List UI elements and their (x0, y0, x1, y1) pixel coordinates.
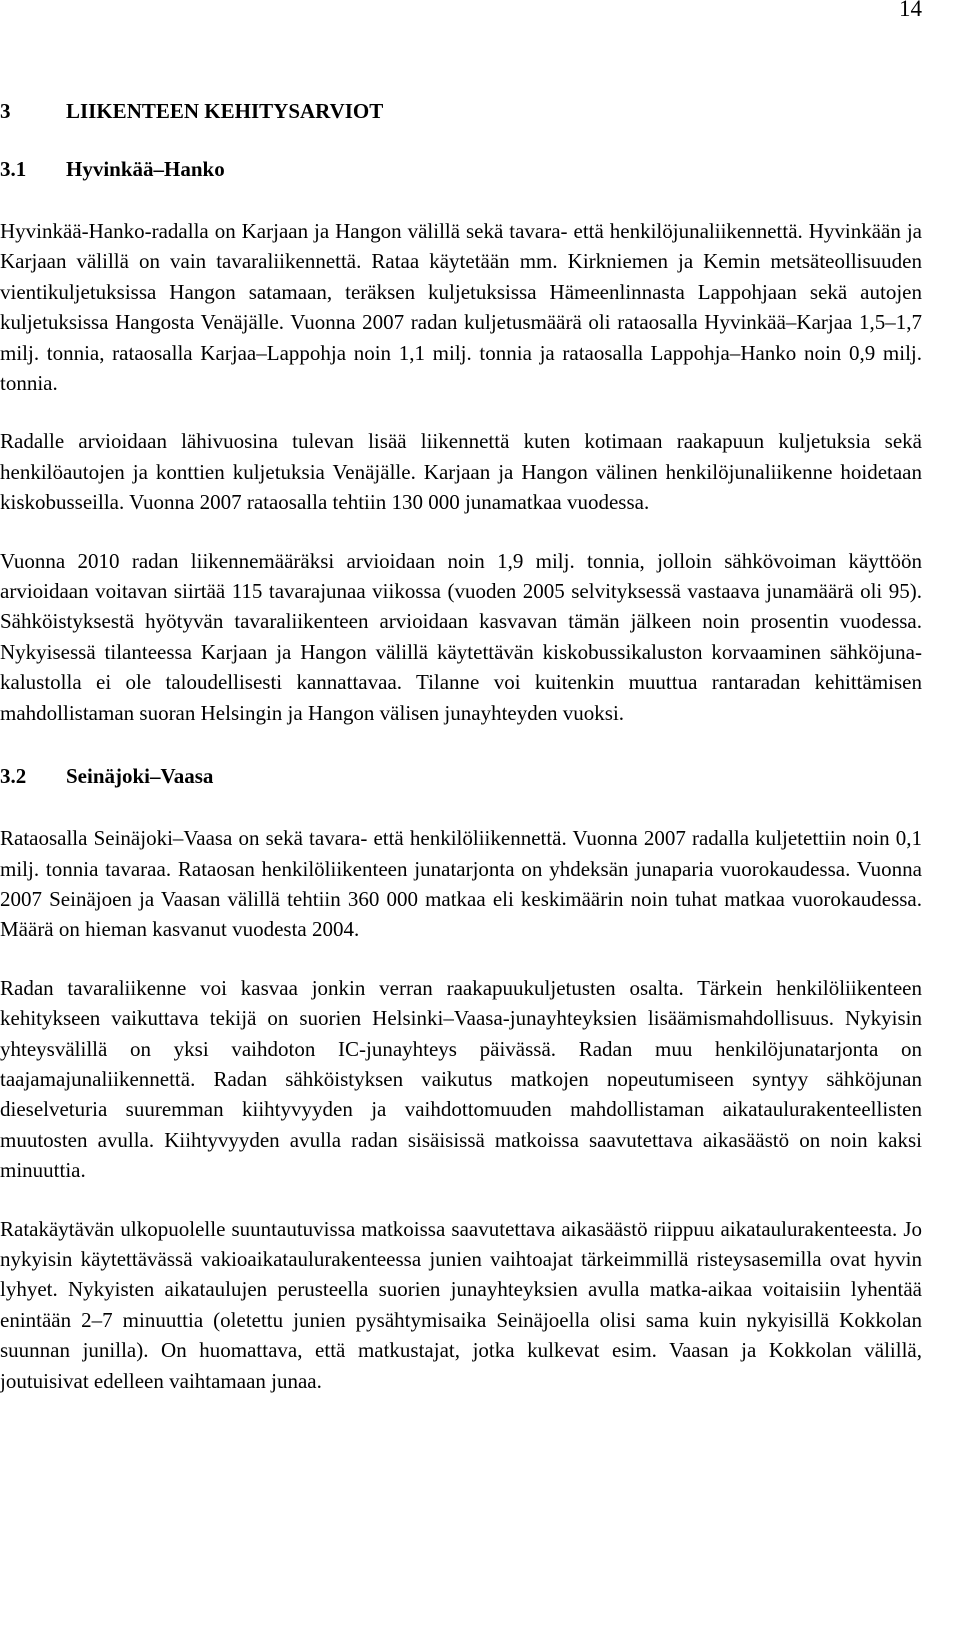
section-3-1-number: 3.1 (0, 157, 27, 181)
section-3-1-title: Hyvinkää–Hanko (66, 157, 225, 181)
paragraph-3-1-b: Radalle arvioidaan lähivuosina tulevan lisää liikennettä kuten kotimaan raakapuun kuljetuksia sekä henkilöautojen ja konttien kuljetuksia Venäjälle. Karjaan ja Hangon välinen henkilöjunaliikenne hoidetaan kiskobusseilla. Vuonna 2007 rataosalla tehtiin 130 000 junamatkaa vuodessa. (0, 429, 922, 515)
document-body (0, 96, 922, 1424)
section-3-1-heading (0, 154, 922, 184)
paragraph-3-2-a: Rataosalla Seinäjoki–Vaasa on sekä tavara- että henkilöliikennettä. Vuonna 2007 radalla kuljetettiin noin 0,1 milj. tonnia tavaraa. Rataosan henkilöliikenteen junatarjonta on yhdeksän junaparia vuorokaudessa. Vuonna 2007 Seinäjoen ja Vaasan välillä tehtiin 360 000 matkaa eli keskimäärin noin tuhat matkaa vuorokaudessa. Määrä on hieman kasvanut vuodesta 2004. (0, 826, 922, 942)
section-3-2-heading (0, 761, 922, 791)
section-3-heading (0, 96, 922, 126)
paragraph-3-1-c: Vuonna 2010 radan liikennemääräksi arvioidaan noin 1,9 milj. tonnia, jolloin sähkövoiman käyttöön arvioidaan voitavan siirtää 115 tavarajunaa viikossa (vuoden 2005 selvityksessä vastaava junamäärä oli 95). Sähköistyksestä hyötyvän tavaraliikenteen arvioidaan kasvavan tämän jälkeen noin prosentin vuodessa. Nykyisessä tilanteessa Karjaan ja Hangon välillä käytettävän kiskobussikaluston korvaaminen sähköjunakalustolla ei ole taloudellisesti kannattavaa. Tilanne voi kuitenkin muuttua rantaradan kehittämisen mahdollistaman suoran Helsingin ja Hangon välisen junayhteyden vuoksi. (0, 548, 922, 725)
section-3-title: LIIKENTEEN KEHITYSARVIOT (66, 99, 384, 123)
page-number: 14 (899, 0, 922, 21)
section-3-number: 3 (0, 99, 11, 123)
paragraph-3-2-b: Radan tavaraliikenne voi kasvaa jonkin verran raakapuukuljetusten osalta. Tärkein henkilöliikenteen kehitykseen vaikuttava tekijä on suorien Helsinki–Vaasa-junayhteyksien lisäämismahdollisuus. Nykyisin yhteysvälillä on yksi vaihdoton IC-junayhteys päivässä. Radan muu henkilöjunatarjonta on taajamajunaliikennettä. Radan sähköistyksen vaikutus matkojen nopeutumiseen syntyy sähköjunan dieselveturia suuremman kiihtyvyyden ja vaihdottomuuden mahdollistaman aikataulurakenteellisten muutosten avulla. Kiihtyvyyden avulla radan sisäisissä matkoissa saavutettava aikasäästö on noin kaksi minuuttia. (0, 975, 922, 1183)
section-3-2-number: 3.2 (0, 764, 27, 789)
paragraph-3-2-c: Ratakäytävän ulkopuolelle suuntautuvissa matkoissa saavutettava aikasäästö riippuu aikataulurakenteesta. Jo nykyisin käytettävässä vakioaikataulurakenteessa junien vaihtoajat tärkeimmillä risteysasemilla ovat hyvin lyhyet. Nykyisten aikataulujen perusteella suorien junayhteyksien avulla matka-aikaa voitaisiin lyhentää enintään 2–7 minuuttia (oletettu junien pysähtymisaika Seinäjoella olisi sama kuin nykyisillä Kokkolan suunnan junilla). On huomattava, että matkustajat, jotka kulkevat esim. Vaasan ja Kokkolan välillä, joutuisivat edelleen vaihtamaan junaa. (0, 1216, 922, 1393)
section-3-2-title: Seinäjoki–Vaasa (66, 764, 214, 789)
paragraph-3-1-a: Hyvinkää-Hanko-radalla on Karjaan ja Hangon välillä sekä tavara- että henkilöjunaliikennettä. Hyvinkään ja Karjaan välillä on vain tavaraliikennettä. Rataa käytetään mm. Kirkniemen ja Kemin metsäteollisuuden vientikuljetuksissa Hangon satamaan, teräksen kuljetuksissa Hämeenlinnasta Lappohjaan sekä autojen kuljetuksissa Hangosta Venäjälle. Vuonna 2007 radan kuljetusmäärä oli rataosalla Hyvinkää–Karjaa 1,5–1,7 milj. tonnia, rataosalla Karjaa–Lappohja noin 1,1 milj. tonnia ja rataosalla Lappohja–Hanko noin 0,9 milj. tonnia. (0, 219, 922, 396)
